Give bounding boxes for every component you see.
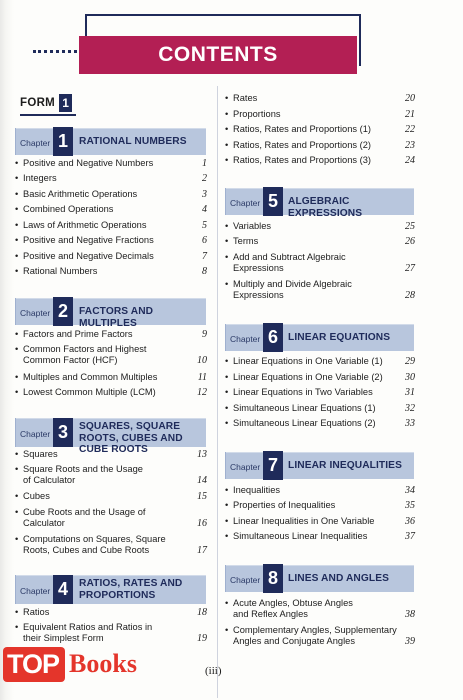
toc-item: • Linear Equations in Two Variables 31 — [225, 387, 415, 398]
toc-item-page: 39 — [405, 636, 415, 647]
toc-item-text: Rational Numbers — [23, 266, 98, 276]
toc-item: • Lowest Common Multiple (LCM) 12 — [15, 387, 207, 398]
toc-item: • Positive and Negative Fractions 6 — [15, 235, 207, 246]
toc-item-page: 10 — [197, 355, 207, 366]
chapter-title: LINEAR EQUATIONS — [288, 332, 391, 343]
toc-item: • Simultaneous Linear Inequalities 37 — [225, 531, 415, 542]
toc-item: • Proportions 21 — [225, 109, 415, 120]
toc-item: • Cube Roots and the Usage of Calculator 16 — [15, 507, 207, 529]
form-number: 1 — [59, 94, 72, 112]
column-divider — [217, 86, 218, 698]
toc-item-page: 28 — [405, 290, 415, 301]
chapter-word: Chapter — [230, 575, 261, 585]
toc-item-page: 30 — [405, 372, 415, 383]
toc-item-page: 38 — [405, 609, 415, 620]
toc-item: • Computations on Squares, Square Roots, Cubes and Cube Roots 17 — [15, 534, 207, 556]
toc-item-page: 9 — [202, 329, 207, 340]
toc-item-text: Equivalent Ratios and Ratios in their Simplest Form — [23, 622, 153, 644]
toc-item: • Linear Equations in One Variable (1) 29 — [225, 356, 415, 367]
toc-item-page: 7 — [202, 251, 207, 262]
toc-item-text: Multiply and Divide Algebraic Expressions — [233, 279, 352, 301]
page-number: (iii) — [205, 665, 222, 677]
toc-item-page: 4 — [202, 204, 207, 215]
chapter-header-7 — [225, 452, 414, 479]
toc-item-text: Common Factors and Highest Common Factor (HCF) — [23, 344, 147, 366]
toc-item-page: 27 — [405, 263, 415, 274]
toc-item: • Properties of Inequalities 35 — [225, 500, 415, 511]
chapter-header-8 — [225, 565, 414, 592]
toc-item: • Multiply and Divide Algebraic Expressions 28 — [225, 279, 415, 301]
toc-item-page: 35 — [405, 500, 415, 511]
toc-item-text: Acute Angles, Obtuse Angles and Reflex Angles — [233, 598, 353, 620]
toc-item-text: Ratios, Rates and Proportions (3) — [233, 155, 371, 165]
watermark-books: Books — [69, 649, 137, 678]
chapter-title: LINEAR INEQUALITIES — [288, 460, 402, 471]
toc-item-text: Variables — [233, 221, 272, 231]
chapter-title: FACTORS AND MULTIPLES — [79, 306, 154, 329]
toc-item-text: Computations on Squares, Square Roots, Cubes and Cube Roots — [23, 534, 166, 556]
toc-item: • Linear Inequalities in One Variable 36 — [225, 516, 415, 527]
toc-item-text: Combined Operations — [23, 204, 114, 214]
toc-item-text: Properties of Inequalities — [233, 500, 336, 510]
toc-item: • Squares 13 — [15, 449, 207, 460]
toc-item: • Factors and Prime Factors 9 — [15, 329, 207, 340]
toc-item: • Multiples and Common Multiples 11 — [15, 372, 207, 383]
toc-item-page: 1 — [202, 158, 207, 169]
toc-item-page: 34 — [405, 485, 415, 496]
toc-item-text: Integers — [23, 173, 57, 183]
form-label: FORM — [20, 97, 56, 109]
toc-item-page: 6 — [202, 235, 207, 246]
toc-item-text: Cube Roots and the Usage of Calculator — [23, 507, 146, 529]
toc-item-text: Inequalities — [233, 485, 281, 495]
toc-item: • Basic Arithmetic Operations 3 — [15, 189, 207, 200]
toc-item-text: Linear Equations in One Variable (2) — [233, 372, 383, 382]
toc-item: • Ratios, Rates and Proportions (2) 23 — [225, 140, 415, 151]
chapter-number: 8 — [263, 564, 283, 593]
toc-item-text: Positive and Negative Numbers — [23, 158, 154, 168]
toc-item-page: 2 — [202, 173, 207, 184]
toc-item-page: 20 — [405, 93, 415, 104]
toc-item-text: Basic Arithmetic Operations — [23, 189, 138, 199]
chapter-number: 5 — [263, 187, 283, 216]
chapter-header-5 — [225, 188, 414, 219]
toc-item-page: 31 — [405, 387, 415, 398]
chapter-header-4 — [15, 575, 206, 604]
toc-item-text: Cubes — [23, 491, 50, 501]
toc-item: • Equivalent Ratios and Ratios in their Simplest Form 19 — [15, 622, 207, 644]
toc-item-text: Multiples and Common Multiples — [23, 372, 158, 382]
chapter-word: Chapter — [230, 462, 261, 472]
toc-item-page: 17 — [197, 545, 207, 556]
toc-item-page: 12 — [197, 387, 207, 398]
toc-item-text: Proportions — [233, 109, 281, 119]
chapter-header-6 — [225, 324, 414, 351]
toc-item: • Rates 20 — [225, 93, 415, 104]
toc-item: • Linear Equations in One Variable (2) 30 — [225, 372, 415, 383]
watermark-top: TOP — [3, 647, 65, 682]
toc-item-text: Terms — [233, 236, 259, 246]
toc-item-page: 23 — [405, 140, 415, 151]
chapter-header-1 — [15, 128, 206, 155]
toc-item-text: Ratios, Rates and Proportions (1) — [233, 124, 371, 134]
toc-item: • Positive and Negative Decimals 7 — [15, 251, 207, 262]
toc-item-text: Ratios, Rates and Proportions (2) — [233, 140, 371, 150]
toc-item-page: 18 — [197, 607, 207, 618]
toc-item: • Simultaneous Linear Equations (2) 33 — [225, 418, 415, 429]
toc-item-text: Ratios — [23, 607, 50, 617]
toc-item-text: Squares — [23, 449, 58, 459]
toc-item: • Ratios 18 — [15, 607, 207, 618]
form-heading — [20, 92, 76, 116]
toc-item-text: Simultaneous Linear Inequalities — [233, 531, 368, 541]
topbooks-watermark — [3, 641, 137, 687]
toc-item: • Inequalities 34 — [225, 485, 415, 496]
chapter-number: 3 — [53, 418, 73, 447]
toc-item-text: Linear Equations in Two Variables — [233, 387, 373, 397]
toc-item-page: 11 — [197, 372, 207, 383]
toc-item-text: Laws of Arithmetic Operations — [23, 220, 147, 230]
toc-item-page: 33 — [405, 418, 415, 429]
chapter-number: 7 — [263, 451, 283, 480]
chapter-title: RATIOS, RATES AND PROPORTIONS — [79, 578, 183, 601]
toc-item-page: 5 — [202, 220, 207, 231]
toc-item-page: 15 — [197, 491, 207, 502]
toc-item: • Laws of Arithmetic Operations 5 — [15, 220, 207, 231]
toc-item-text: Rates — [233, 93, 258, 103]
toc-item-page: 13 — [197, 449, 207, 460]
chapter-word: Chapter — [20, 138, 51, 148]
toc-item: • Add and Subtract Algebraic Expressions 27 — [225, 252, 415, 274]
toc-item-text: Linear Equations in One Variable (1) — [233, 356, 383, 366]
toc-item: • Ratios, Rates and Proportions (1) 22 — [225, 124, 415, 135]
toc-item: • Rational Numbers 8 — [15, 266, 207, 277]
toc-item: • Ratios, Rates and Proportions (3) 24 — [225, 155, 415, 166]
chapter-title: LINES AND ANGLES — [288, 573, 390, 584]
chapter-number: 4 — [53, 575, 73, 604]
chapter-word: Chapter — [230, 334, 261, 344]
chapter-number: 2 — [53, 297, 73, 326]
toc-item-page: 22 — [405, 124, 415, 135]
page-title: CONTENTS — [79, 36, 357, 74]
toc-item-page: 19 — [197, 633, 207, 644]
toc-item-text: Complementary Angles, Supplementary Angles and Conjugate Angles — [233, 625, 397, 647]
chapter-word: Chapter — [230, 198, 261, 208]
chapter-header-2 — [15, 298, 206, 329]
banner-dotted-line — [33, 50, 77, 57]
toc-item: • Simultaneous Linear Equations (1) 32 — [225, 403, 415, 414]
toc-item-page: 32 — [405, 403, 415, 414]
toc-item-page: 25 — [405, 221, 415, 232]
toc-item-page: 29 — [405, 356, 415, 367]
toc-item: • Complementary Angles, Supplementary Angles and Conjugate Angles 39 — [225, 625, 415, 647]
toc-item: • Acute Angles, Obtuse Angles and Reflex Angles 38 — [225, 598, 415, 620]
toc-item: • Common Factors and Highest Common Factor (HCF) 10 — [15, 344, 207, 366]
toc-item-text: Square Roots and the Usage of Calculator — [23, 464, 143, 486]
chapter-number: 1 — [53, 127, 73, 156]
chapter-title: SQUARES, SQUARE ROOTS, CUBES AND CUBE ROOTS — [79, 421, 183, 455]
chapter-word: Chapter — [20, 308, 51, 318]
toc-item: • Positive and Negative Numbers 1 — [15, 158, 207, 169]
toc-item: • Cubes 15 — [15, 491, 207, 502]
toc-item-page: 24 — [405, 155, 415, 166]
chapter-word: Chapter — [20, 429, 51, 439]
chapter-title: RATIONAL NUMBERS — [79, 136, 187, 147]
toc-item-page: 16 — [197, 518, 207, 529]
toc-item-text: Simultaneous Linear Equations (2) — [233, 418, 376, 428]
toc-item: • Terms 26 — [225, 236, 415, 247]
toc-item-page: 21 — [405, 109, 415, 120]
toc-item: • Variables 25 — [225, 221, 415, 232]
toc-item-text: Add and Subtract Algebraic Expressions — [233, 252, 346, 274]
toc-item-page: 14 — [197, 475, 207, 486]
toc-item: • Integers 2 — [15, 173, 207, 184]
toc-item-text: Positive and Negative Fractions — [23, 235, 154, 245]
toc-item-text: Simultaneous Linear Equations (1) — [233, 403, 376, 413]
toc-item-page: 3 — [202, 189, 207, 200]
toc-item: • Square Roots and the Usage of Calculator 14 — [15, 464, 207, 486]
toc-item: • Combined Operations 4 — [15, 204, 207, 215]
toc-item-page: 8 — [202, 266, 207, 277]
toc-item-page: 36 — [405, 516, 415, 527]
toc-item-text: Factors and Prime Factors — [23, 329, 133, 339]
toc-item-page: 37 — [405, 531, 415, 542]
chapter-title: ALGEBRAIC EXPRESSIONS — [288, 196, 363, 219]
toc-item-page: 26 — [405, 236, 415, 247]
chapter-number: 6 — [263, 323, 283, 352]
toc-item-text: Positive and Negative Decimals — [23, 251, 154, 261]
toc-item-text: Lowest Common Multiple (LCM) — [23, 387, 156, 397]
chapter-word: Chapter — [20, 586, 51, 596]
toc-item-text: Linear Inequalities in One Variable — [233, 516, 375, 526]
